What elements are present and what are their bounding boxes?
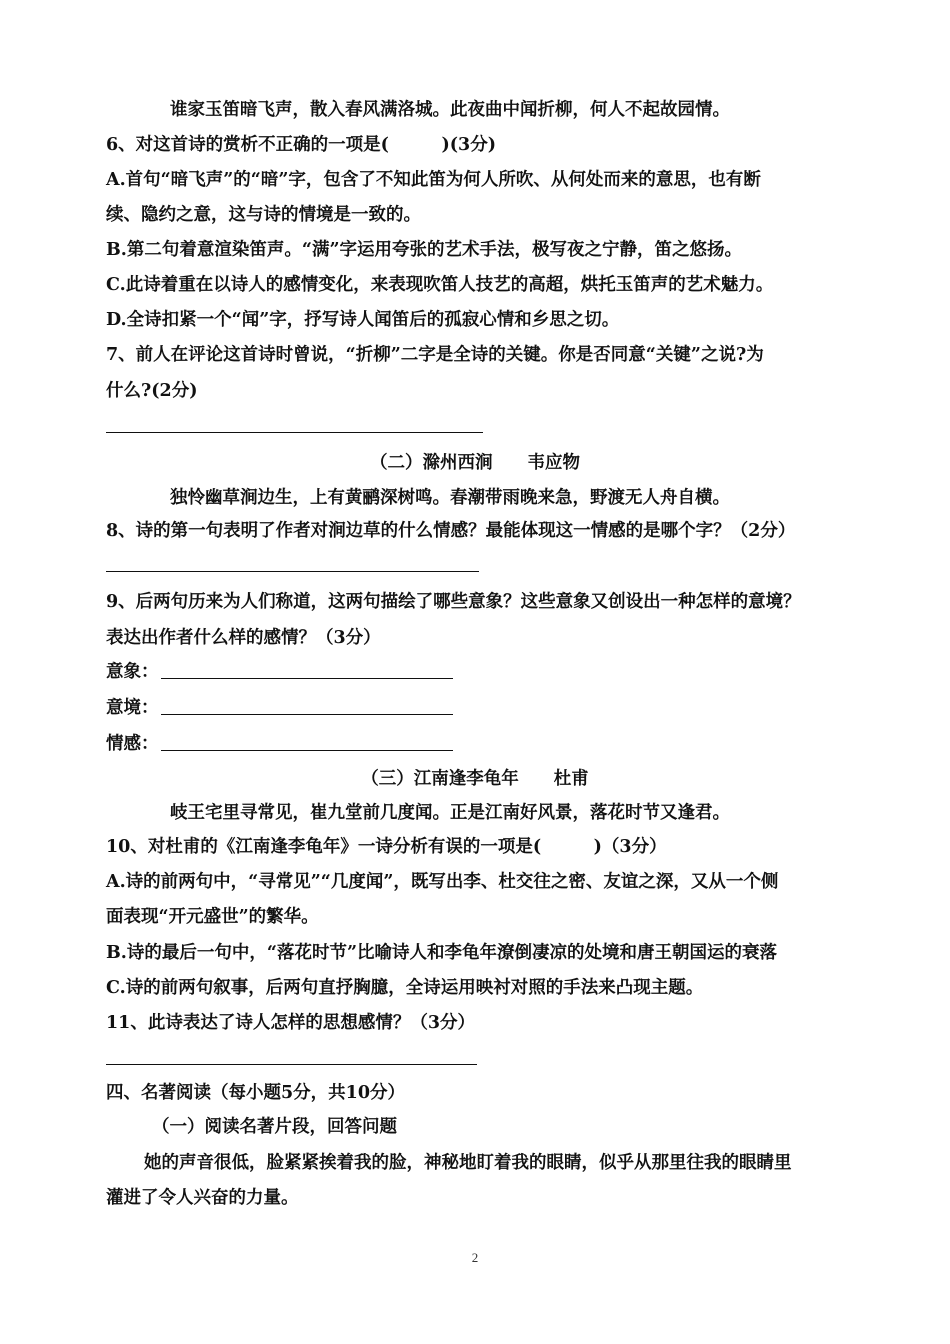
- answer-line-q8[interactable]: [106, 571, 479, 572]
- part-4-title: 四、名著阅读（每小题5分，共10分）: [106, 1083, 406, 1103]
- question-6-option-d: D.全诗扣紧一个“闻”字，抒写诗人闻笛后的孤寂心情和乡思之切。: [106, 310, 620, 330]
- answer-line-q11[interactable]: [106, 1064, 477, 1065]
- question-7-line1: 7、前人在评论这首诗时曾说，“折柳”二字是全诗的关键。你是否同意“关键”之说?为: [106, 345, 764, 365]
- question-8: 8、诗的第一句表明了作者对涧边草的什么情感？最能体现这一情感的是哪个字？（2分）: [106, 521, 796, 541]
- question-10-option-c: C.诗的前两句叙事，后两句直抒胸臆，全诗运用映衬对照的手法来凸现主题。: [106, 978, 704, 998]
- question-6-option-b: B.第二句着意渲染笛声。“满”字运用夸张的艺术手法，极写夜之宁静，笛之悠扬。: [106, 240, 743, 260]
- section-2-title: （二）滁州西涧 韦应物: [370, 453, 580, 473]
- question-9-line1: 9、后两句历来为人们称道，这两句描绘了哪些意象？这些意象又创设出一种怎样的意境？: [106, 592, 801, 612]
- question-6-option-a-line2: 续、隐约之意，这与诗的情境是一致的。: [106, 205, 421, 225]
- question-10-option-a-line1: A.诗的前两句中，“寻常见”“几度闻”，既写出李、杜交往之密、友谊之深，又从一个侧: [106, 872, 779, 892]
- emotion-answer-row: [106, 732, 453, 756]
- question-6-stem: 6、对这首诗的赏析不正确的一项是( )(3分): [106, 135, 496, 155]
- question-10-option-b: B.诗的最后一句中，“落花时节”比喻诗人和李龟年潦倒凄凉的处境和唐王朝国运的衰落: [106, 943, 778, 963]
- imagery-answer-row: [106, 660, 453, 684]
- excerpt-line2: 灌进了令人兴奋的力量。: [106, 1188, 299, 1208]
- poem3-text: 岐王宅里寻常见，崔九堂前几度闻。正是江南好风景，落花时节又逢君。: [170, 803, 730, 823]
- mood-answer-line[interactable]: [161, 696, 453, 715]
- excerpt-line1: 她的声音很低，脸紧紧挨着我的脸，神秘地盯着我的眼睛，似乎从那里往我的眼睛里: [144, 1153, 792, 1173]
- question-11: 11、此诗表达了诗人怎样的思想感情？（3分）: [106, 1013, 476, 1033]
- emotion-answer-line[interactable]: [161, 732, 453, 751]
- poem2-text: 独怜幽草涧边生，上有黄鹂深树鸣。春潮带雨晚来急，野渡无人舟自横。: [170, 488, 730, 508]
- mood-answer-row: [106, 696, 453, 720]
- part-4-subtitle: （一）阅读名著片段，回答问题: [152, 1117, 397, 1137]
- question-6-option-c: C.此诗着重在以诗人的感情变化，来表现吹笛人技艺的高超，烘托玉笛声的艺术魅力。: [106, 275, 774, 295]
- page-number: 2: [471, 1250, 479, 1265]
- question-9-line2: 表达出作者什么样的感情？（3分）: [106, 628, 381, 648]
- imagery-answer-line[interactable]: [161, 660, 453, 679]
- emotion-label: 情感：: [106, 734, 159, 754]
- poem1-text: 谁家玉笛暗飞声，散入春风满洛城。此夜曲中闻折柳，何人不起故园情。: [170, 100, 730, 120]
- question-7-line2: 什么?(2分): [106, 381, 198, 401]
- question-6-option-a-line1: A.首句“暗飞声”的“暗”字，包含了不知此笛为何人所吹、从何处而来的意思，也有断: [106, 170, 761, 190]
- question-10-option-a-line2: 面表现“开元盛世”的繁华。: [106, 907, 319, 927]
- section-3-title: （三）江南逢李龟年 杜甫: [361, 769, 589, 789]
- mood-label: 意境：: [106, 698, 159, 718]
- question-10-stem: 10、对杜甫的《江南逢李龟年》一诗分析有误的一项是( )（3分）: [106, 837, 667, 857]
- imagery-label: 意象：: [106, 662, 159, 682]
- answer-line-q7[interactable]: [106, 432, 483, 433]
